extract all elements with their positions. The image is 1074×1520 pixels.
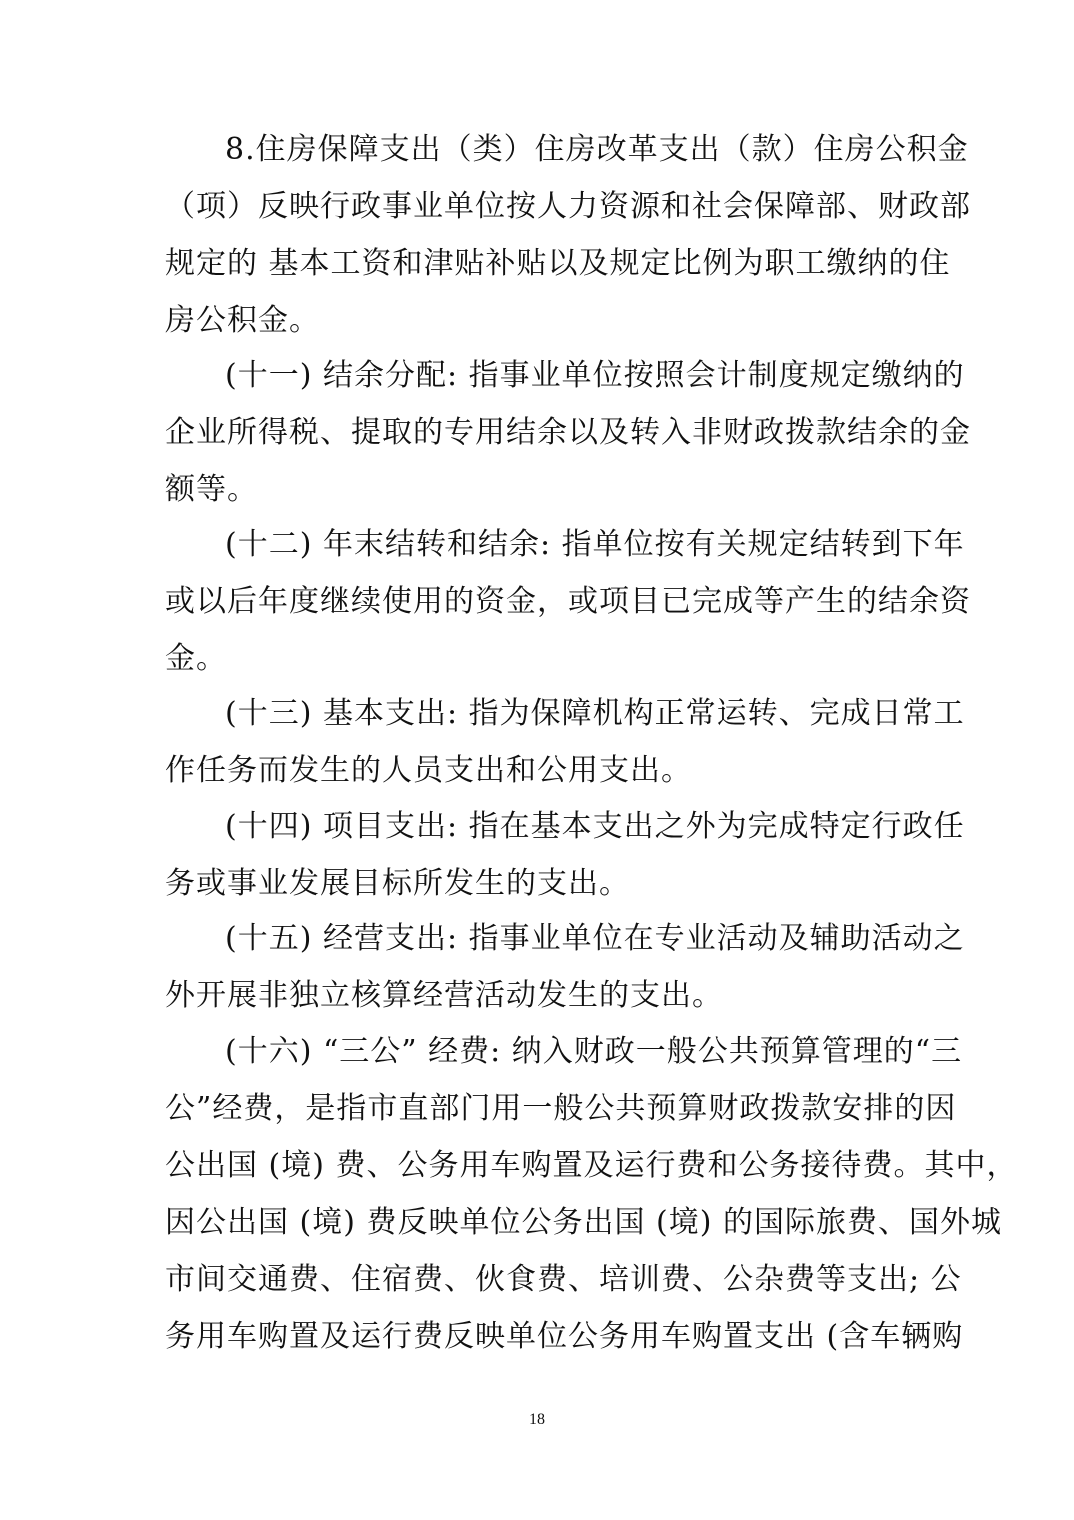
paragraph-line: 房公积金。 — [165, 303, 320, 338]
paragraph-line: (十二) 年末结转和结余: 指单位按有关规定结转到下年 — [225, 527, 965, 562]
paragraph-line: 务或事业发展目标所发生的支出。 — [165, 866, 630, 901]
paragraph-line: 额等。 — [165, 472, 258, 507]
paragraph-line: (十六) “三公” 经费: 纳入财政一般公共预算管理的“三 — [225, 1034, 963, 1069]
paragraph-line: 8.住房保障支出（类）住房改革支出（款）住房公积金 — [225, 132, 969, 167]
paragraph-line: 规定的 基本工资和津贴补贴以及规定比例为职工缴纳的住 — [165, 246, 951, 281]
paragraph-line: (十四) 项目支出: 指在基本支出之外为完成特定行政任 — [225, 809, 965, 844]
paragraph-line: 作任务而发生的人员支出和公用支出。 — [165, 753, 692, 788]
page-number: 18 — [529, 1411, 545, 1428]
paragraph-line: 金。 — [165, 641, 227, 676]
paragraph-line: 市间交通费、住宿费、伙食费、培训费、公杂费等支出; 公 — [165, 1262, 962, 1297]
paragraph-line: （项）反映行政事业单位按人力资源和社会保障部、财政部 — [165, 189, 971, 224]
paragraph-line: 务用车购置及运行费反映单位公务用车购置支出 (含车辆购 — [165, 1319, 964, 1354]
paragraph-line: (十三) 基本支出: 指为保障机构正常运转、完成日常工 — [225, 696, 965, 731]
paragraph-line: (十五) 经营支出: 指事业单位在专业活动及辅助活动之 — [225, 921, 965, 956]
paragraph-line: 因公出国 (境) 费反映单位公务出国 (境) 的国际旅费、国外城 — [165, 1205, 1002, 1240]
paragraph-line: 外开展非独立核算经营活动发生的支出。 — [165, 978, 723, 1013]
paragraph-line: 或以后年度继续使用的资金，或项目已完成等产生的结余资 — [165, 584, 971, 619]
paragraph-line: (十一) 结余分配: 指事业单位按照会计制度规定缴纳的 — [225, 358, 965, 393]
paragraph-line: 公出国 (境) 费、公务用车购置及运行费和公务接待费。其中， — [165, 1148, 1018, 1183]
paragraph-line: 公”经费，是指市直部门用一般公共预算财政拨款安排的因 — [165, 1091, 957, 1126]
paragraph-line: 企业所得税、提取的专用结余以及转入非财政拨款结余的金 — [165, 415, 971, 450]
